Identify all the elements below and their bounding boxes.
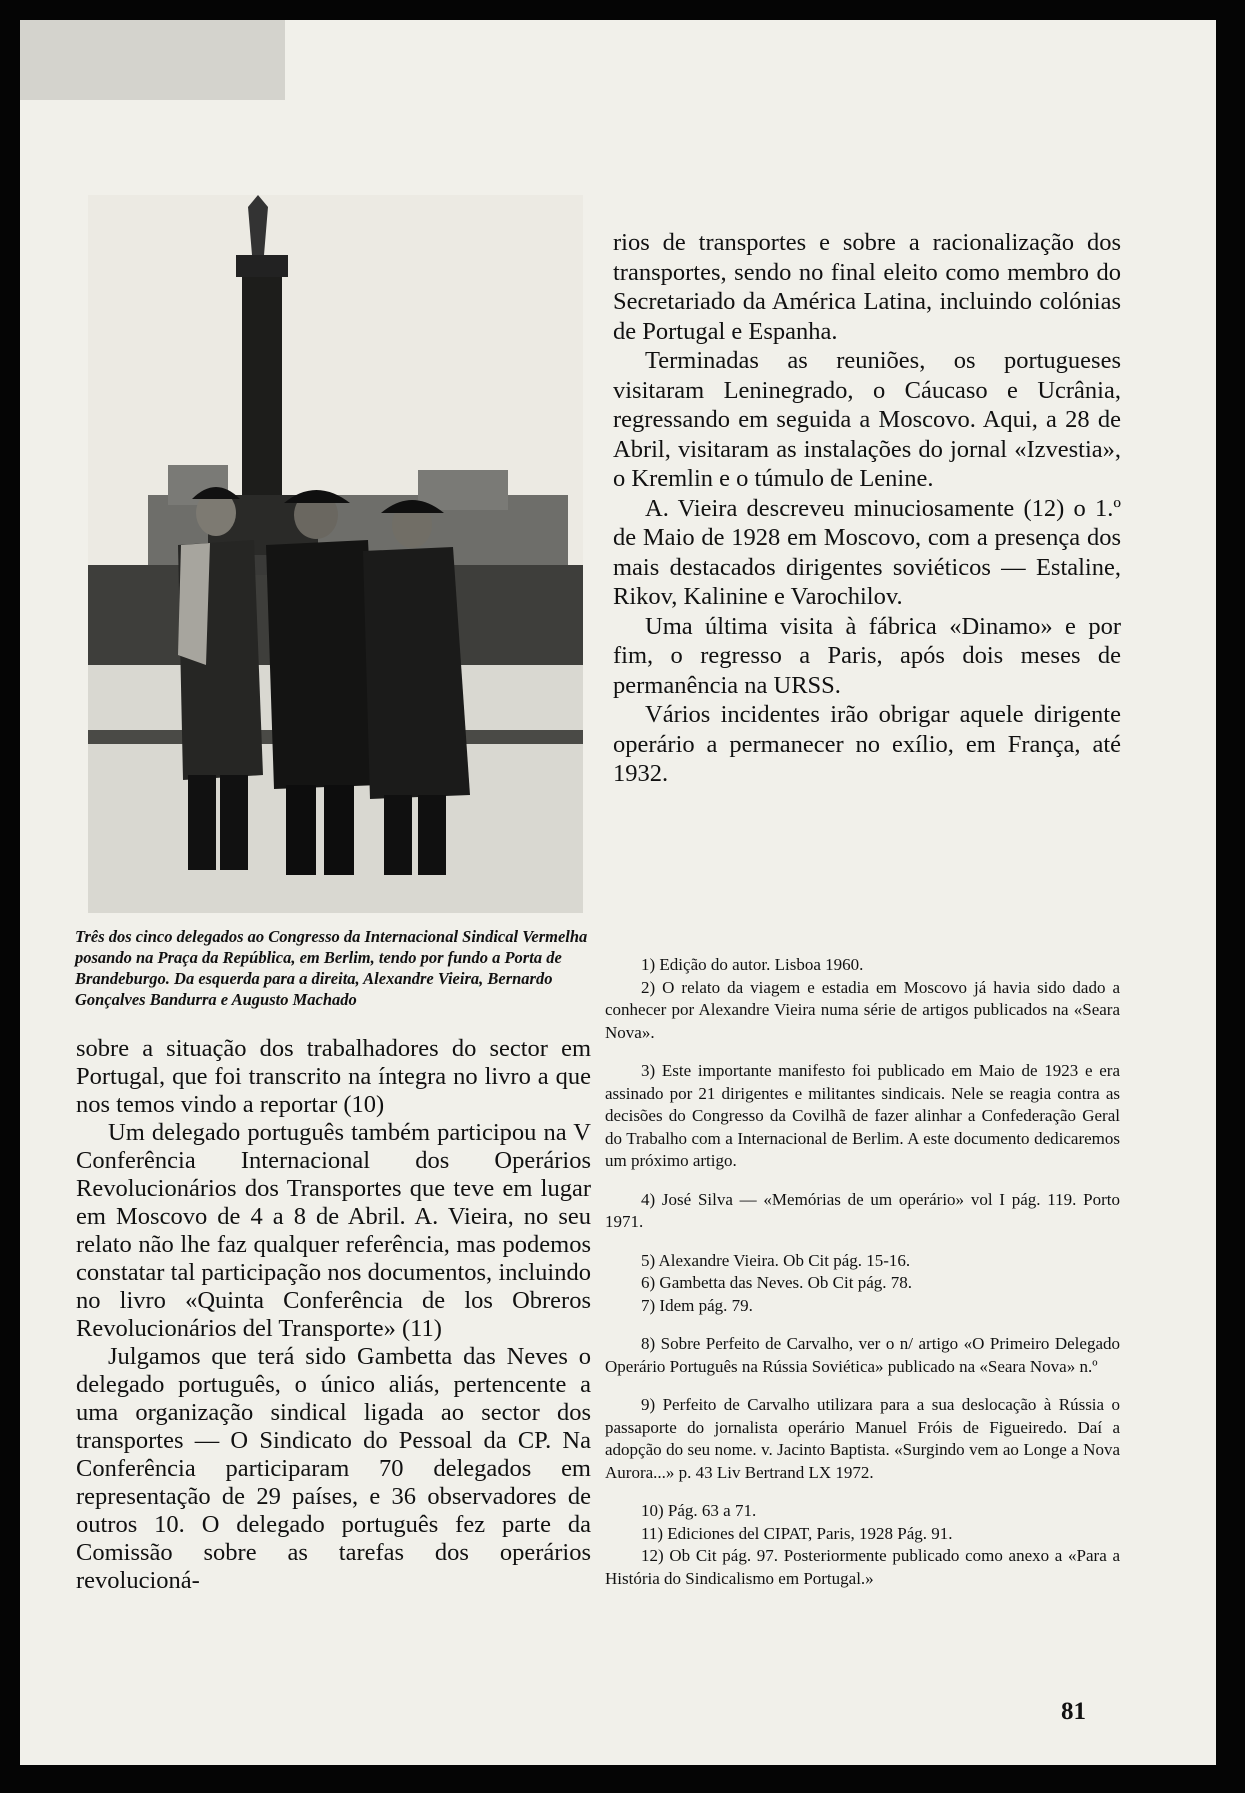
footnote: 10) Pág. 63 a 71. xyxy=(641,1501,757,1520)
footnote: 6) Gambetta das Neves. Ob Cit pág. 78. xyxy=(641,1273,912,1292)
paragraph: sobre a situação dos trabalhadores do sector em Portugal, que foi transcrito na íntegra no livro a que nos temos vindo a reportar (10) xyxy=(76,1035,591,1118)
footnote: 8) Sobre Perfeito de Carvalho, ver o n/ artigo «O Primeiro Delegado Operário Português na Rússia Soviética» publicado na «Seara Nova» n.º xyxy=(605,1334,1120,1376)
magazine-page xyxy=(20,20,1216,1765)
paragraph: Terminadas as reuniões, os portugueses visitaram Leninegrado, o Cáucaso e Ucrânia, regressando em seguida a Moscovo. Aqui, a 28 de Abril, visitaram as instalações do jornal «Izvestia», o Kremlin e o túmulo de Lenine. xyxy=(613,347,1121,492)
footnote: 11) Ediciones del CIPAT, Paris, 1928 Pág. 91. xyxy=(641,1523,953,1543)
paragraph: Julgamos que terá sido Gambetta das Neves o delegado português, o único aliás, pertencente a uma organização sindical ligada ao sector dos transportes — O Sindicato do Pessoal da CP. Na Conferência participaram 70 delegados em representação de 29 países, e 36 observadores de outros 10. O delegado português fez parte da Comissão sobre as tarefas dos operários revolucioná- xyxy=(76,1343,591,1594)
left-column xyxy=(76,1035,591,1595)
tape-strip xyxy=(20,20,285,100)
footnote: 4) José Silva — «Memórias de um operário» vol I pág. 119. Porto 1971. xyxy=(605,1189,1120,1231)
paragraph: Vários incidentes irão obrigar aquele dirigente operário a permanecer no exílio, em França, até 1932. xyxy=(613,701,1121,787)
paragraph: Um delegado português também participou na V Conferência Internacional dos Operários Revolucionários dos Transportes que teve em lugar em Moscovo de 4 a 8 de Abril. A. Vieira, no seu relato não lhe faz qualquer referência, mas podemos constatar tal participação nos documentos, incluindo no livro «Quinta Conferência de los Obreros Revolucionários del Transporte» (11) xyxy=(76,1119,591,1342)
paragraph: Uma última visita à fábrica «Dinamo» e por fim, o regresso a Paris, após dois meses de permanência na URSS. xyxy=(613,612,1121,699)
footnote: 5) Alexandre Vieira. Ob Cit pág. 15-16. xyxy=(641,1250,911,1270)
footnote: 7) Idem pág. 79. xyxy=(641,1295,753,1315)
right-column xyxy=(613,228,1121,789)
paragraph: rios de transportes e sobre a racionalização dos transportes, sendo no final eleito como membro do Secretariado da América Latina, incluindo colónias de Portugal e Espanha. xyxy=(613,229,1121,345)
photo-caption: Três dos cinco delegados ao Congresso da Internacional Sindical Vermelha posando na Praça da República, em Berlim, tendo por fundo a Porta de Brandeburgo. Da esquerda para a direita, Alexandre Vieira, Bernardo Gonçalves Bandurra e Augusto Machado xyxy=(75,927,588,1009)
footnote: 1) Edição do autor. Lisboa 1960. xyxy=(641,955,864,974)
footnote: 12) Ob Cit pág. 97. Posteriormente publicado como anexo a «Para a História do Sindicalismo em Portugal.» xyxy=(605,1546,1120,1588)
footnote: 9) Perfeito de Carvalho utilizara para a sua deslocação à Rússia o passaporte do jornalista operário Manuel Fróis de Figueiredo. Daí a adopção do seu nome. v. Jacinto Baptista. «Surgindo vem ao Longe a Nova Aurora...» p. 43 Liv Bertrand LX 1972. xyxy=(605,1395,1120,1482)
paragraph: A. Vieira descreveu minuciosamente (12) o 1.º de Maio de 1928 em Moscovo, com a presença dos mais destacados dirigentes soviéticos — Estaline, Rikov, Kalinine e Varochilov. xyxy=(613,494,1121,610)
photograph-delegates-berlin xyxy=(88,195,583,913)
footnotes xyxy=(605,954,1120,1590)
footnote: 3) Este importante manifesto foi publicado em Maio de 1923 e era assinado por 21 dirigentes e militantes sindicais. Nele se reagia contra as decisões do Congresso da Covilhã de fazer alinhar a Confederação Geral do Trabalho com a Internacional de Berlim. A este documento dedicaremos um próximo artigo. xyxy=(605,1061,1120,1170)
footnote: 2) O relato da viagem e estadia em Moscovo já havia sido dado a conhecer por Alexandre Vieira numa série de artigos publicados na «Seara Nova». xyxy=(605,977,1120,1042)
page-number: 81 xyxy=(1061,1698,1086,1725)
